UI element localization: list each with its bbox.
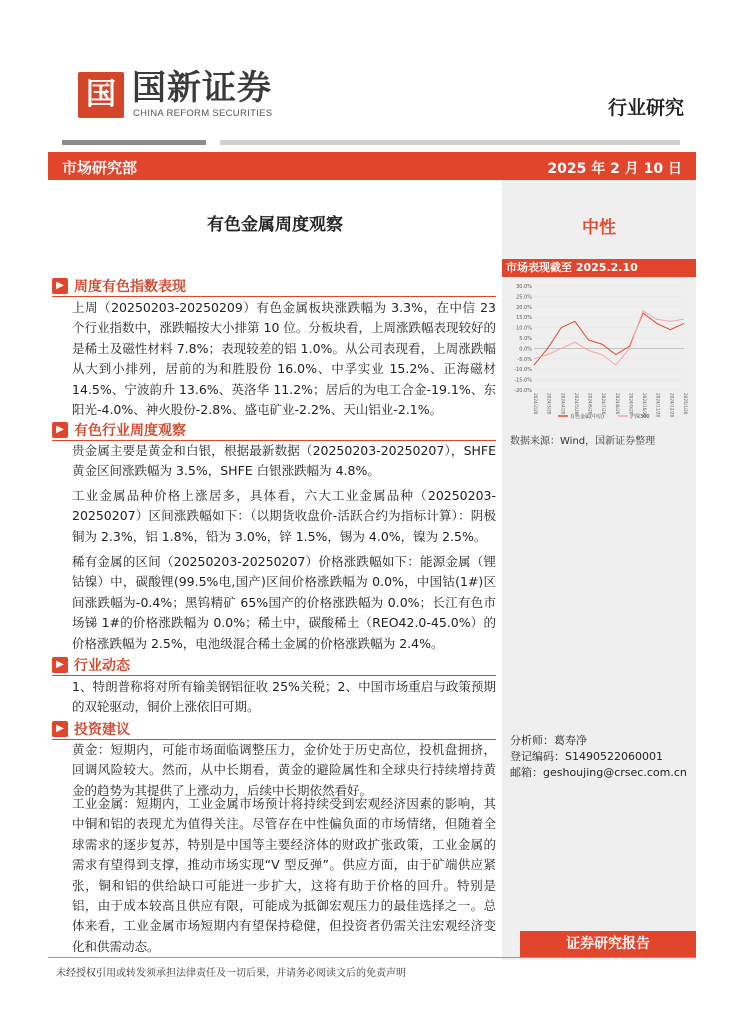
page-title: 有色金属周度观察: [207, 215, 343, 235]
logo-name-en: CHINA REFORM SECURITIES: [133, 108, 273, 119]
section-rule: [52, 296, 496, 297]
x-tick-label: 2024/12/20: [669, 393, 675, 418]
x-tick-label: 2024/11/20: [655, 393, 661, 418]
y-tick-label: 10.0%: [516, 325, 532, 332]
header-rule-light: [220, 140, 680, 145]
section-bullet-icon: ▶: [52, 422, 68, 438]
paragraph: 稀有金属的区间（20250203-20250207）价格涨跌幅如下：能源金属（锂钴镍）中，碳酸锂(99.5%电,国产)区间价格涨跌幅为 0.0%，中国钴(1#)区间涨跌幅为-0.4%；黑钨精矿 65%国产的价格涨跌幅为 0.0%；长江有色市场锑 1#的价格涨跌幅为 0.0%；稀土中，碳酸稀土（REO42.0-45.0%）的价格涨跌幅为 2.5%，电池级混合稀土金属的价格涨跌幅为 2.4%。: [72, 554, 496, 651]
section-bullet-icon: ▶: [52, 657, 68, 673]
section-title: 投资建议: [74, 722, 130, 738]
y-tick-label: -20.0%: [514, 388, 532, 394]
section-dynamics-head: [52, 655, 130, 675]
paragraph: 工业金属：短期内，工业金属市场预计将持续受到宏观经济因素的影响，其中铜和铝的表现尤为值得关注。尽管存在中性偏负面的市场情绪，但随着全球需求的逐步复苏，特别是中国等主要经济体的财政扩张政策，工业金属的需求有望得到支撑，推动市场实现“V 型反弹”。供应方面，由于矿端供应紧张，铜和铝的供给缺口可能进一步扩大，这将有助于价格的回升。特别是铝，由于成本较高且供应有限，可能成为抵御宏观压力的最佳选择之一。总体来看，工业金属市场短期内有望保持稳健，但投资者仍需关注宏观经济变化和供需动态。: [72, 796, 496, 954]
email-label: 邮箱：: [510, 766, 543, 779]
market-performance-chart: [508, 282, 694, 422]
x-tick-label: 2024/6/20: [587, 393, 593, 415]
y-tick-label: -10.0%: [514, 367, 532, 374]
legend-label: 有色金属(中信): [570, 414, 604, 420]
paragraph: 贵金属主要是黄金和白银，根据最新数据（20250203-20250207），SHFE 黄金区间涨跌幅为 3.5%，SHFE 白银涨跌幅为 4.8%。: [72, 443, 496, 479]
section-bullet-icon: ▶: [52, 721, 68, 737]
footer-rule: [48, 957, 696, 958]
rating: 中性: [582, 218, 616, 238]
y-tick-label: 20.0%: [516, 304, 532, 311]
report-badge: 证券研究报告: [520, 931, 696, 957]
analyst-email-row: [510, 765, 694, 781]
x-tick-label: 2024/8/20: [614, 393, 620, 415]
y-tick-label: 30.0%: [516, 284, 532, 290]
logo-mark: 国: [78, 72, 124, 118]
section-weekly-head: [52, 276, 186, 296]
doc-type: 行业研究: [607, 97, 684, 119]
x-tick-label: 2024/7/20: [601, 393, 607, 415]
chart-banner: 市场表现截至 2025.2.10: [502, 259, 696, 277]
email-link[interactable]: geshoujing@crsec.com.cn: [543, 766, 687, 779]
series-line: [534, 313, 684, 365]
reg-label: 登记编码：: [510, 750, 565, 763]
y-tick-label: 0.0%: [519, 346, 532, 353]
department: 市场研究部: [62, 159, 138, 177]
logo-name-cn: 国新证券: [132, 68, 272, 108]
section-industry-head: [52, 420, 186, 440]
x-tick-label: 2025/1/20: [683, 393, 688, 415]
analyst-name: 葛寿净: [554, 734, 587, 747]
y-tick-label: 25.0%: [516, 294, 532, 301]
y-tick-label: 5.0%: [519, 336, 532, 342]
chart-source: 数据来源：Wind，国新证券整理: [510, 436, 656, 447]
y-tick-label: 15.0%: [516, 315, 532, 322]
header-rule-dark: [62, 140, 206, 145]
y-tick-label: -15.0%: [514, 377, 532, 384]
x-tick-label: 2024/4/20: [560, 393, 566, 415]
report-date: 2025 年 2 月 10 日: [547, 161, 682, 177]
analyst-label: 分析师：: [510, 734, 554, 747]
x-tick-label: 2024/5/20: [573, 393, 579, 415]
section-title: 有色行业周度观察: [74, 423, 186, 439]
section-rule: [52, 675, 496, 676]
legend-label: 沪深300: [630, 414, 650, 420]
paragraph: 1、特朗普称将对所有输美钢铝征收 25%关税；2、中国市场重启与政策预期的双轮驱动，铜价上涨依旧可期。: [72, 679, 496, 715]
x-tick-label: 2024/10/20: [642, 393, 648, 418]
y-tick-label: -5.0%: [517, 356, 532, 363]
section-bullet-icon: ▶: [52, 278, 68, 294]
paragraph: 工业金属品种价格上涨居多，具体看，六大工业金属品种（20250203-20250207）区间涨跌幅如下：（以期货收盘价-活跃合约为指标计算）：阴极铜为 2.3%，铝 1.8%，铅为 3.0%，锌 1.5%，锡为 4.0%，镍为 2.5%。: [72, 488, 496, 544]
analyst-name-row: [510, 733, 694, 749]
paragraph: 上周（20250203-20250209）有色金属板块涨跌幅为 3.3%，在中信 23 个行业指数中，涨跌幅按大小排第 10 位。分板块看，上周涨跌幅表现较好的是稀土及磁性材料 7.8%；表现较差的铝 1.0%。从公司表现看，上周涨跌幅从大到小排列，居前的为和胜股份 16.0%、中孚实业 15.2%、正海磁材 14.5%、宁波韵升 13.6%、英洛华 11.2%；居后的为电工合金-19.1%、东阳光-4.0%、神火股份-2.8%、盛屯矿业-2.2%、天山铝业-2.1%。: [72, 300, 496, 418]
reg-code: S1490522060001: [565, 750, 663, 763]
x-tick-label: 2024/9/20: [628, 393, 634, 415]
paragraph: 黄金：短期内，可能市场面临调整压力，金价处于历史高位，投机盘拥挤，回调风险较大。然而，从中长期看，黄金的避险属性和全球央行持续增持黄金的趋势为其提供了上涨动力，后续中长期依然看好。: [72, 742, 496, 798]
x-tick-label: 2024/3/20: [546, 393, 552, 415]
footer-disclaimer: 未经授权引用或转发须承担法律责任及一切后果，并请务必阅读文后的免责声明: [56, 968, 406, 979]
analyst-reg-row: [510, 749, 694, 765]
section-advice-head: [52, 719, 130, 739]
x-tick-label: 2024/2/20: [533, 393, 538, 415]
section-title: 周度有色指数表现: [74, 279, 186, 295]
section-title: 行业动态: [74, 658, 130, 674]
